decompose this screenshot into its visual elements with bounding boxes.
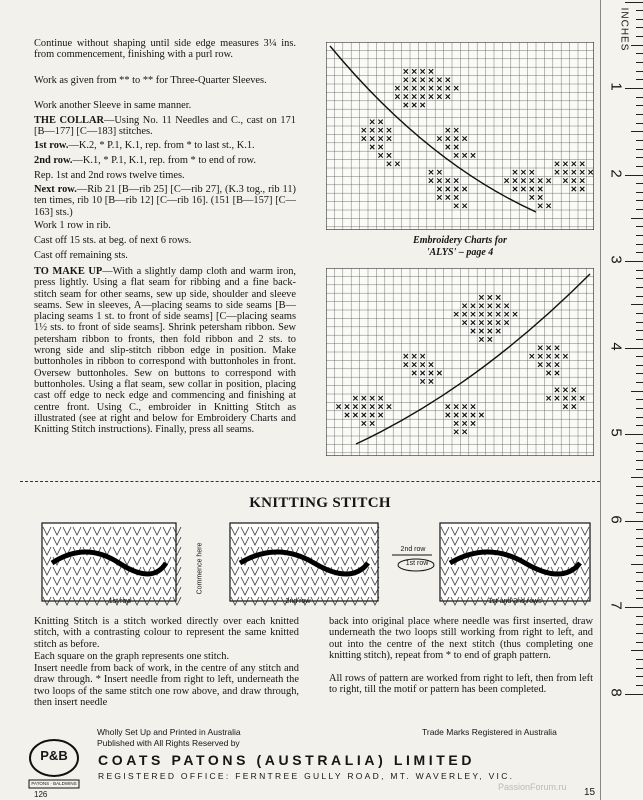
page-number: 126 — [34, 790, 48, 799]
label-2nd-row: 2nd row — [285, 598, 311, 605]
ruler-tick — [636, 555, 643, 556]
ruler-tick — [636, 425, 643, 426]
row1-heading: 1st row. — [34, 140, 69, 151]
ruler-tick — [636, 287, 643, 288]
ruler-tick — [636, 62, 643, 63]
ruler-tick — [631, 131, 643, 132]
ruler-tick — [636, 252, 643, 253]
row2-text: —K.1, * P.1, K.1, rep. from * to end of row. — [72, 155, 256, 166]
ruler-tick — [636, 676, 643, 677]
ruler-tick — [636, 140, 643, 141]
ruler-tick — [636, 339, 643, 340]
ruler-tick — [636, 486, 643, 487]
ruler-tick — [636, 157, 643, 158]
paragraph-another-sleeve: Work another Sleeve in same manner. — [34, 100, 192, 111]
ruler-tick — [636, 529, 643, 530]
ruler-tick — [636, 469, 643, 470]
knitting-stitch-title: KNITTING STITCH — [249, 495, 391, 511]
arrow-label-2nd-row: 2nd row — [400, 546, 426, 553]
row2-heading: 2nd row. — [34, 155, 73, 166]
ruler-tick — [636, 149, 643, 150]
ruler-tick — [636, 581, 643, 582]
next-row-text: —Rib 21 [B—rib 25] [C—rib 27], (K.3 tog., rib 11) ten times, rib 10 [B—rib 12] [C—rib 16]. (151 [B—157] [C—163] sts.) — [34, 184, 296, 218]
label-1st-row: 1st row — [108, 598, 132, 605]
ruler-tick — [636, 659, 643, 660]
ruler-tick — [636, 296, 643, 297]
watermark: PassionForum.ru — [498, 782, 567, 792]
paragraph-repeat: Rep. 1st and 2nd rows twelve times. — [34, 170, 185, 181]
ruler-tick — [636, 10, 643, 11]
ruler-tick — [625, 261, 643, 262]
paragraph-cast-off: Cast off 15 sts. at beg. of next 6 rows. — [34, 235, 192, 246]
ruler-tick — [625, 2, 643, 3]
ruler-tick — [636, 123, 643, 124]
ruler-number: 7 — [607, 601, 625, 610]
make-up-text: —With a slightly damp cloth and warm iron, press lightly. Using a flat seam for ribbing and a fine back-stitch seam for other seams, sew up side, shoulder and sleeve seams. Sew in sleeves, A—placing seams to side seams [B—placing seams 1 st. to front of side seams] [C—placing seams 1½ sts. to front of side seams]. Shrink petersham ribbon. Sew petersham ribbon to fronts, then fold ribbon and 2 sts. to wrong side and slip-stitch ribbon edge in position. Make buttonholes in ribbon to correspond with buttonholes in front. Oversew buttonholes. Sew on buttons to correspond with buttonholes. Using a flat seam, sew collar in position, placing cast off edge to neck edge and commencing and finishing at centre front. Using C., embroider in Knitting Stitch as illustrated (see at right and below for Embroidery Charts and Knitting Stitch instructions). Finally, press all seams. — [34, 266, 296, 436]
ruler-tick — [636, 200, 643, 201]
paragraph-row2 — [34, 155, 296, 166]
arrow-label-1st-row: 1st row — [405, 560, 429, 567]
ruler-tick — [636, 53, 643, 54]
ruler-tick — [636, 572, 643, 573]
ruler-tick — [636, 460, 643, 461]
ruler-tick — [625, 348, 643, 349]
ruler-tick — [636, 685, 643, 686]
ruler-tick — [636, 79, 643, 80]
ruler-number: 3 — [607, 255, 625, 264]
ruler-tick — [625, 175, 643, 176]
ruler-tick — [636, 244, 643, 245]
paragraph-collar — [34, 115, 296, 138]
ruler-tick — [636, 417, 643, 418]
ruler-tick — [636, 512, 643, 513]
paragraph-cast-off-remaining: Cast off remaining sts. — [34, 250, 128, 261]
chart-caption-line1: Embroidery Charts for — [413, 235, 507, 246]
ruler-tick — [636, 278, 643, 279]
ruler-tick — [636, 373, 643, 374]
knitting-p4: back into original place where needle was first inserted, draw underneath the two loops still working from right to left, and out into the centre of the next stitch (thus completing one knitting stitch), repeat from * to end of graph pattern. — [329, 616, 593, 661]
ruler-tick — [636, 408, 643, 409]
collar-text: —Using No. 11 Needles and C., cast on 171 [B—177] [C—183] stitches. — [34, 115, 296, 138]
ruler-tick — [625, 694, 643, 695]
ruler-tick — [631, 218, 643, 219]
ruler-tick — [636, 105, 643, 106]
logo-text: P&B — [40, 748, 68, 763]
paragraph-row1 — [34, 140, 296, 151]
ruler-number: 6 — [607, 514, 625, 524]
ruler-tick — [636, 538, 643, 539]
ruler-tick — [636, 270, 643, 271]
paragraph-make-up — [34, 266, 296, 435]
ruler-tick — [636, 235, 643, 236]
ruler-tick — [636, 624, 643, 625]
company-name: COATS PATONS (AUSTRALIA) LIMITED — [98, 752, 476, 768]
ruler-number: 8 — [607, 687, 625, 697]
knitting-stitch-illustrations — [20, 515, 600, 611]
ruler-tick — [636, 322, 643, 323]
ruler-tick — [636, 19, 643, 20]
collar-heading: THE COLLAR — [34, 115, 104, 126]
ruler-tick — [636, 365, 643, 366]
paragraph-work-rib: Work 1 row in rib. — [34, 220, 111, 231]
ruler-tick — [636, 226, 643, 227]
ruler-tick — [636, 616, 643, 617]
ruler-tick — [631, 477, 643, 478]
ruler-tick — [636, 382, 643, 383]
ruler-tick — [636, 356, 643, 357]
ruler-label: INCHES — [618, 7, 630, 52]
next-row-heading: Next row. — [34, 184, 77, 195]
ruler-tick — [636, 633, 643, 634]
ruler-tick — [631, 304, 643, 305]
patons-logo — [22, 738, 86, 790]
ruler-tick — [636, 598, 643, 599]
paragraph-continue: Continue without shaping until side edge measures 3¼ ins. from commencement, finishing with a purl row. — [34, 38, 296, 61]
ruler-number: 2 — [607, 168, 625, 178]
ruler-tick — [636, 443, 643, 444]
paragraph-work-sleeves: Work as given from ** to ** for Three-Quarter Sleeves. — [34, 75, 267, 86]
row1-text: —K.2, * P.1, K.1, rep. from * to last st., K.1. — [68, 140, 255, 151]
ruler-tick — [636, 27, 643, 28]
ruler-tick — [631, 45, 643, 46]
make-up-heading: TO MAKE UP — [34, 266, 103, 277]
ruler-tick — [636, 642, 643, 643]
embroidery-chart-top — [326, 42, 594, 230]
logo-subtext: PATONS · BALDWINS — [31, 781, 77, 786]
ruler-tick — [636, 97, 643, 98]
label-1st-2nd-rows: 1st and 2nd rows — [488, 598, 542, 605]
ruler-tick — [636, 313, 643, 314]
chart-caption-line2: 'ALYS' – page 4 — [426, 247, 494, 258]
ruler-tick — [636, 183, 643, 184]
knitting-p5: All rows of pattern are worked from right to left, then from left to right, till the motif or pattern has been completed. — [329, 673, 593, 696]
ruler-tick — [636, 495, 643, 496]
ruler-tick — [636, 209, 643, 210]
corner-number: 15 — [584, 787, 596, 798]
ruler-tick — [631, 391, 643, 392]
ruler-tick — [636, 192, 643, 193]
ruler-tick — [636, 71, 643, 72]
section-divider — [20, 481, 600, 482]
ruler-tick — [625, 88, 643, 89]
ruler-tick — [636, 503, 643, 504]
ruler-tick — [631, 650, 643, 651]
ruler-number: 1 — [607, 82, 625, 91]
ruler-tick — [625, 521, 643, 522]
footer-printed: Wholly Set Up and Printed in Australia — [97, 727, 241, 737]
ruler-tick — [636, 668, 643, 669]
registered-office: REGISTERED OFFICE: FERNTREE GULLY ROAD, MT. WAVERLEY, VIC. — [98, 771, 515, 781]
ruler-tick — [625, 434, 643, 435]
knitting-p2: Each square on the graph represents one stitch. — [34, 651, 230, 662]
ruler-number: 4 — [607, 341, 625, 351]
ruler-tick — [636, 399, 643, 400]
ruler-tick — [636, 166, 643, 167]
ruler-tick — [636, 546, 643, 547]
ruler-number: 5 — [607, 428, 625, 437]
ruler-tick — [631, 564, 643, 565]
label-commence-here: Commence here — [196, 542, 204, 595]
ruler-tick — [636, 36, 643, 37]
footer-published: Published with All Rights Reserved by — [97, 738, 240, 748]
footer-trademarks: Trade Marks Registered in Australia — [422, 727, 557, 737]
ruler-tick — [636, 330, 643, 331]
ruler-tick — [636, 590, 643, 591]
knitting-p3: Insert needle from back of work, in the centre of any stitch and draw through. * Insert needle from right to left, underneath the two loops of the same stitch one row above, and draw through, then insert needle — [34, 663, 299, 708]
knitting-p1: Knitting Stitch is a stitch worked directly over each knitted stitch, with a contrasting colour to represent the same knitted stitch as before. — [34, 616, 299, 650]
ruler-tick — [636, 451, 643, 452]
ruler-tick — [625, 607, 643, 608]
embroidery-chart-bottom — [326, 268, 594, 456]
ruler-tick — [636, 114, 643, 115]
paragraph-next-row — [34, 184, 296, 218]
